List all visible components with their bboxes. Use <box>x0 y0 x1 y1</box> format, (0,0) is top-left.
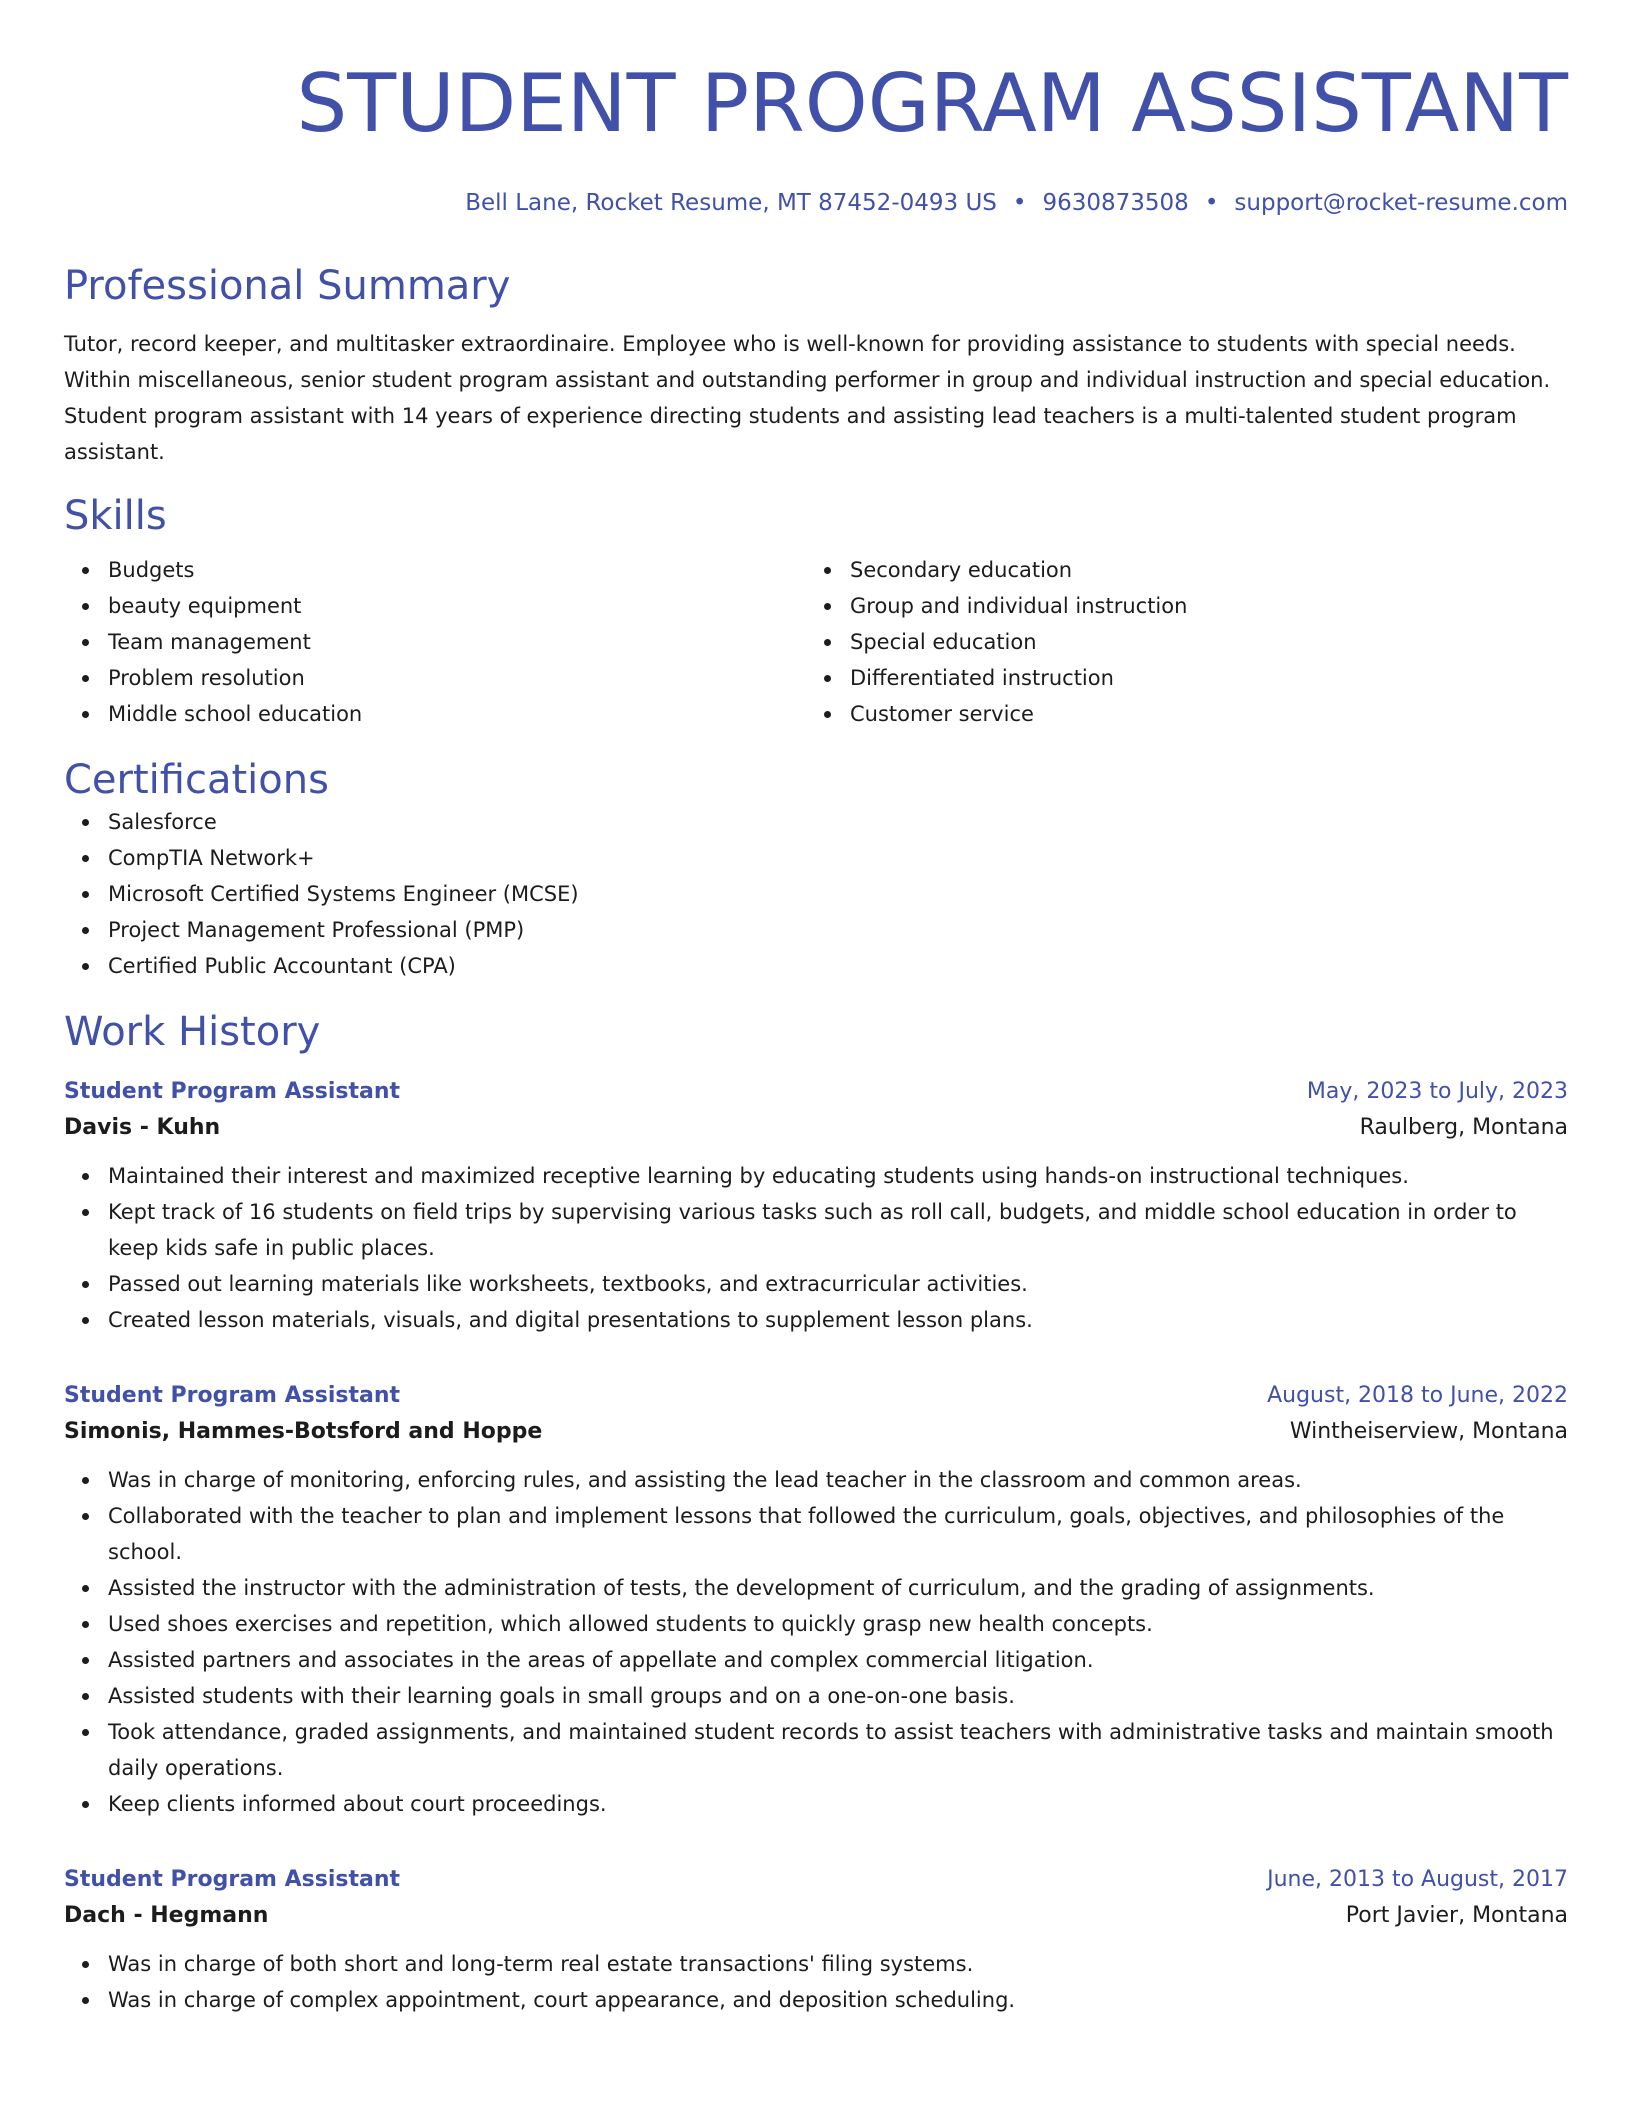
certification-item: Salesforce <box>108 804 1568 840</box>
skill-item: Special education <box>850 624 1548 660</box>
job-location: Raulberg, Montana <box>1359 1115 1568 1140</box>
contact-address: Bell Lane, Rocket Resume, MT 87452-0493 US <box>465 190 997 216</box>
job-duty: Assisted students with their learning goals in small groups and on a one-on-one basis. <box>108 1678 1568 1714</box>
skills-column-left <box>64 552 806 732</box>
job-title: Student Program Assistant <box>64 1079 401 1104</box>
resume-header <box>64 0 1568 218</box>
skill-item: Budgets <box>108 552 806 588</box>
skill-item: Group and individual instruction <box>850 588 1548 624</box>
job-location: Wintheiserview, Montana <box>1289 1419 1568 1444</box>
skill-item: Problem resolution <box>108 660 806 696</box>
job-duty: Keep clients informed about court proceedings. <box>108 1786 1568 1822</box>
skill-item: Middle school education <box>108 696 806 732</box>
job-header-row <box>64 1076 1568 1108</box>
job-company: Dach - Hegmann <box>64 1903 269 1928</box>
job-company-row <box>64 1412 1568 1452</box>
job-entry <box>64 1864 1568 2018</box>
certification-item: Certified Public Accountant (CPA) <box>108 948 1568 984</box>
contact-line <box>64 188 1568 218</box>
skill-item: Customer service <box>850 696 1548 732</box>
job-dates: June, 2013 to August, 2017 <box>1267 1867 1568 1892</box>
job-duty: Was in charge of both short and long-term real estate transactions' filing systems. <box>108 1946 1568 1982</box>
job-duty: Assisted the instructor with the administration of tests, the development of curriculum, and the grading of assignments. <box>108 1570 1568 1606</box>
skill-item: Differentiated instruction <box>850 660 1548 696</box>
summary-text: Tutor, record keeper, and multitasker extraordinaire. Employee who is well-known for providing assistance to students with special needs. Within miscellaneous, senior student program assistant and outstanding performer in group and individual instruction and special education. Student program assistant with 14 years of experience directing students and assisting lead teachers is a multi-talented student program assistant. <box>64 332 1551 464</box>
skill-item: Secondary education <box>850 552 1548 588</box>
certification-item: CompTIA Network+ <box>108 840 1568 876</box>
certifications-heading: Certifications <box>64 757 329 803</box>
summary-heading: Professional Summary <box>64 263 511 309</box>
contact-email: support@rocket-resume.com <box>1234 190 1568 216</box>
skills-column-right <box>806 552 1548 732</box>
certification-item: Project Management Professional (PMP) <box>108 912 1568 948</box>
certifications-list <box>64 804 1568 984</box>
skills-list-left <box>64 552 806 732</box>
job-duties-list <box>64 1158 1568 1338</box>
job-duty: Took attendance, graded assignments, and maintained student records to assist teachers with administrative tasks and maintain smooth daily operations. <box>108 1714 1568 1786</box>
work-history-heading: Work History <box>64 1009 321 1055</box>
contact-separator: • <box>1012 190 1027 216</box>
candidate-name: STUDENT PROGRAM ASSISTANT <box>296 57 1568 150</box>
job-title: Student Program Assistant <box>64 1383 401 1408</box>
skills-list-right <box>806 552 1548 732</box>
job-duties-list <box>64 1946 1568 2018</box>
job-duty: Kept track of 16 students on field trips by supervising various tasks such as roll call, budgets, and middle school education in order to keep kids safe in public places. <box>108 1194 1568 1266</box>
job-company-row <box>64 1896 1568 1936</box>
job-company: Simonis, Hammes-Botsford and Hoppe <box>64 1419 543 1444</box>
skills-grid <box>64 552 1568 732</box>
job-entry <box>64 1076 1568 1338</box>
skill-item: Team management <box>108 624 806 660</box>
job-duty: Passed out learning materials like worksheets, textbooks, and extracurricular activities. <box>108 1266 1568 1302</box>
job-location: Port Javier, Montana <box>1345 1903 1568 1928</box>
job-company-row <box>64 1108 1568 1148</box>
job-dates: May, 2023 to July, 2023 <box>1306 1079 1568 1104</box>
job-duty: Collaborated with the teacher to plan and implement lessons that followed the curriculum, goals, objectives, and philosophies of the school. <box>108 1498 1568 1570</box>
job-company: Davis - Kuhn <box>64 1115 221 1140</box>
skill-item: beauty equipment <box>108 588 806 624</box>
job-duty: Was in charge of complex appointment, court appearance, and deposition scheduling. <box>108 1982 1568 2018</box>
job-duty: Used shoes exercises and repetition, which allowed students to quickly grasp new health concepts. <box>108 1606 1568 1642</box>
contact-separator: • <box>1204 190 1219 216</box>
contact-phone: 9630873508 <box>1042 190 1189 216</box>
job-title: Student Program Assistant <box>64 1867 401 1892</box>
job-dates: August, 2018 to June, 2022 <box>1267 1383 1568 1408</box>
job-header-row <box>64 1864 1568 1896</box>
job-duty: Maintained their interest and maximized receptive learning by educating students using hands-on instructional techniques. <box>108 1158 1568 1194</box>
job-header-row <box>64 1380 1568 1412</box>
job-duties-list <box>64 1462 1568 1822</box>
job-duty: Created lesson materials, visuals, and digital presentations to supplement lesson plans. <box>108 1302 1568 1338</box>
job-entry <box>64 1380 1568 1822</box>
skills-heading: Skills <box>64 493 167 539</box>
certification-item: Microsoft Certified Systems Engineer (MCSE) <box>108 876 1568 912</box>
job-duty: Was in charge of monitoring, enforcing rules, and assisting the lead teacher in the classroom and common areas. <box>108 1462 1568 1498</box>
job-duty: Assisted partners and associates in the areas of appellate and complex commercial litigation. <box>108 1642 1568 1678</box>
